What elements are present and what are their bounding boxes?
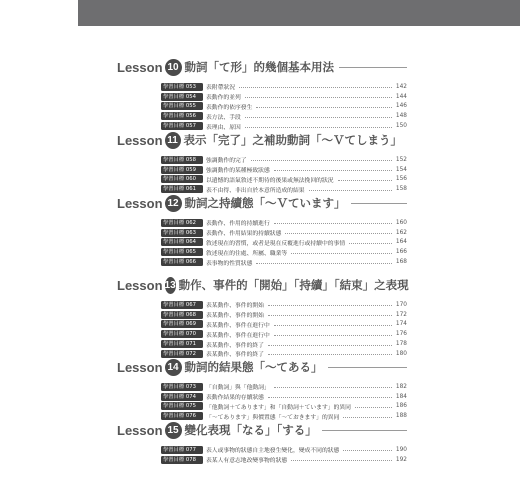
entry-title: 表附帶狀況: [206, 85, 235, 92]
toc-entry[interactable]: [161, 218, 407, 228]
lesson-title: 動詞的結果態「～てある」: [184, 360, 323, 374]
leader-dots: [274, 223, 392, 224]
lesson-section: [117, 131, 407, 194]
toc-entry[interactable]: [161, 228, 407, 238]
lesson-item-list: [161, 300, 407, 359]
page-number: 146: [395, 103, 407, 110]
lesson-word: Lesson: [117, 132, 163, 148]
heading-rule: [339, 67, 407, 68]
leader-dots: [274, 325, 392, 326]
page-number: 148: [395, 113, 407, 120]
page-number: 170: [395, 301, 407, 308]
objective-tag: 學習目標 072: [161, 350, 203, 358]
page-number: 150: [395, 123, 407, 130]
page-number: 152: [395, 156, 407, 163]
toc-entry[interactable]: [161, 402, 407, 412]
heading-rule: [351, 203, 407, 204]
entry-title: 強調動作的完了: [206, 158, 247, 165]
lesson-title: 表示「完了」之補助動詞「～Ｖてしまう」: [183, 133, 402, 147]
lesson-title: 動詞「て形」的幾個基本用法: [184, 60, 335, 74]
leader-dots: [251, 160, 392, 161]
entry-title: 強調動作的某種極致狀態: [206, 168, 270, 175]
entry-title: 表事物的性質狀態: [206, 260, 253, 267]
objective-tag: 學習目標 053: [161, 83, 203, 91]
leader-dots: [268, 345, 392, 346]
lesson-number-badge: 14: [165, 359, 182, 376]
lesson-number-badge: 15: [165, 422, 182, 439]
toc-entry[interactable]: [161, 121, 407, 131]
toc-entry[interactable]: [161, 155, 407, 165]
page-number: 180: [395, 350, 407, 357]
lesson-word: Lesson: [117, 359, 163, 375]
objective-tag: 學習目標 065: [161, 248, 203, 256]
objective-tag: 學習目標 055: [161, 102, 203, 110]
page-number: 172: [395, 311, 407, 318]
page-number: 178: [395, 341, 407, 348]
toc-entry[interactable]: [161, 382, 407, 392]
leader-dots: [349, 243, 392, 244]
leader-dots: [343, 450, 392, 451]
toc-entry[interactable]: [161, 92, 407, 102]
leader-dots: [268, 397, 392, 398]
lesson-heading: [117, 58, 407, 76]
entry-title: 表某動作、事件在進行中: [206, 332, 270, 339]
toc-entry[interactable]: [161, 392, 407, 402]
page-number: 144: [395, 93, 407, 100]
leader-dots: [268, 305, 392, 306]
leader-dots: [274, 170, 392, 171]
lesson-heading: [117, 276, 407, 294]
lesson-item-list: [161, 218, 407, 267]
entry-title: 表方法、手段: [206, 114, 241, 121]
lesson-number-badge: 13: [165, 277, 176, 294]
leader-dots: [268, 354, 392, 355]
entry-title: 表動作、作用結果的持續狀態: [206, 231, 282, 238]
heading-rule: [328, 367, 407, 368]
entry-title: 表某動作、事件的開始: [206, 303, 264, 310]
toc-entry[interactable]: [161, 339, 407, 349]
lesson-section: [117, 358, 407, 421]
entry-title: 表理由、原因: [206, 124, 241, 131]
objective-tag: 學習目標 067: [161, 301, 203, 309]
toc-entry[interactable]: [161, 257, 407, 267]
lesson-word: Lesson: [117, 195, 163, 211]
lesson-heading: [117, 194, 407, 212]
entry-title: 「～てあります」與價置態「～ておきます」的異同: [206, 414, 340, 421]
entry-title: 表人或事物的狀態自主地發生變化，變成不同的狀態: [206, 448, 340, 455]
leader-dots: [285, 233, 392, 234]
leader-dots: [256, 107, 392, 108]
toc-entry[interactable]: [161, 329, 407, 339]
lesson-title: 變化表現「なる」「する」: [184, 423, 317, 437]
lesson-number-badge: 10: [165, 59, 182, 76]
page-number: 160: [395, 219, 407, 226]
entry-title: 敘述現在的住處、所屬、職業等: [206, 250, 288, 257]
lesson-section: [117, 194, 407, 267]
toc-entry[interactable]: [161, 411, 407, 421]
leader-dots: [245, 127, 392, 128]
leader-dots: [291, 460, 392, 461]
lesson-item-list: [161, 445, 407, 465]
page-number: 158: [395, 186, 407, 193]
toc-entry[interactable]: [161, 300, 407, 310]
entry-title: 表某人有意志地改變事物的狀態: [206, 458, 288, 465]
toc-entry[interactable]: [161, 238, 407, 248]
toc-entry[interactable]: [161, 455, 407, 465]
leader-dots: [309, 190, 392, 191]
entry-title: 表某動作、事件的開始: [206, 313, 264, 320]
lesson-section: [117, 58, 407, 131]
entry-title: 表某動作、事件在進行中: [206, 322, 270, 329]
objective-tag: 學習目標 059: [161, 166, 203, 174]
entry-title: 表動作結果的存續狀態: [206, 395, 264, 402]
page-number: 164: [395, 239, 407, 246]
toc-entry[interactable]: [161, 111, 407, 121]
page-number: 168: [395, 259, 407, 266]
entry-title: 「自動詞」與「他動詞」: [206, 385, 270, 392]
toc-entry[interactable]: [161, 102, 407, 112]
objective-tag: 學習目標 070: [161, 330, 203, 338]
lesson-number-badge: 11: [165, 132, 181, 149]
page-number: 184: [395, 393, 407, 400]
lesson-heading: [117, 131, 407, 149]
objective-tag: 學習目標 075: [161, 402, 203, 410]
leader-dots: [355, 407, 392, 408]
objective-tag: 學習目標 066: [161, 258, 203, 266]
objective-tag: 學習目標 077: [161, 446, 203, 454]
leader-dots: [245, 97, 392, 98]
objective-tag: 學習目標 071: [161, 340, 203, 348]
lesson-word: Lesson: [117, 422, 163, 438]
lesson-item-list: [161, 155, 407, 194]
leader-dots: [338, 180, 392, 181]
objective-tag: 學習目標 060: [161, 175, 203, 183]
entry-title: 敘述現在的習慣，或者是現在反覆進行或持續中的事情: [206, 240, 346, 247]
objective-tag: 學習目標 073: [161, 383, 203, 391]
entry-title: 表動作、作用的持續進行: [206, 221, 270, 228]
lesson-section: [117, 276, 407, 359]
header-band: [78, 0, 520, 26]
page-number: 190: [395, 446, 407, 453]
entry-title: 表某動作、事件的終了: [206, 342, 264, 349]
objective-tag: 學習目標 058: [161, 156, 203, 164]
toc-entry[interactable]: [161, 310, 407, 320]
objective-tag: 學習目標 056: [161, 112, 203, 120]
objective-tag: 學習目標 076: [161, 412, 203, 420]
lesson-section: [117, 421, 407, 465]
entry-title: 表不由得、非出自於本意所造成的結果: [206, 187, 305, 194]
toc-entry[interactable]: [161, 165, 407, 175]
objective-tag: 學習目標 063: [161, 229, 203, 237]
objective-tag: 學習目標 068: [161, 311, 203, 319]
objective-tag: 學習目標 069: [161, 320, 203, 328]
objective-tag: 學習目標 057: [161, 122, 203, 130]
entry-title: 「他動詞＋てあります」和「自動詞＋ています」的異同: [206, 404, 351, 411]
entry-title: 以遺憾的語氣敘述不期待的後果或無法挽回的狀況: [206, 177, 334, 184]
lesson-item-list: [161, 82, 407, 131]
lesson-word: Lesson: [117, 59, 163, 75]
toc-entry[interactable]: [161, 320, 407, 330]
heading-rule: [322, 430, 407, 431]
lesson-title: 動詞之持續態「～Ｖています」: [184, 196, 346, 210]
page-number: 188: [395, 413, 407, 420]
lesson-word: Lesson: [117, 277, 163, 293]
entry-title: 表動作的依序發生: [206, 104, 253, 111]
page-number: 176: [395, 331, 407, 338]
page-number: 182: [395, 383, 407, 390]
objective-tag: 學習目標 054: [161, 93, 203, 101]
toc-entry[interactable]: [161, 445, 407, 455]
objective-tag: 學習目標 078: [161, 456, 203, 464]
leader-dots: [256, 263, 392, 264]
page-number: 192: [395, 456, 407, 463]
leader-dots: [239, 87, 392, 88]
objective-tag: 學習目標 074: [161, 393, 203, 401]
entry-title: 表某動作、事件的終了: [206, 352, 264, 359]
objective-tag: 學習目標 061: [161, 185, 203, 193]
page-number: 186: [395, 403, 407, 410]
page-number: 166: [395, 249, 407, 256]
objective-tag: 學習目標 062: [161, 219, 203, 227]
leader-dots: [343, 417, 392, 418]
leader-dots: [268, 315, 392, 316]
lesson-title: 動作、事件的「開始」「持續」「結束」之表現: [178, 278, 409, 292]
page-number: 142: [395, 83, 407, 90]
page-number: 154: [395, 166, 407, 173]
lesson-number-badge: 12: [165, 195, 182, 212]
leader-dots: [274, 387, 392, 388]
page-number: 156: [395, 176, 407, 183]
lesson-heading: [117, 421, 407, 439]
lesson-heading: [117, 358, 407, 376]
leader-dots: [291, 253, 392, 254]
objective-tag: 學習目標 064: [161, 238, 203, 246]
lesson-item-list: [161, 382, 407, 421]
toc-entry[interactable]: [161, 175, 407, 185]
toc-entry[interactable]: [161, 82, 407, 92]
page-number: 162: [395, 229, 407, 236]
entry-title: 表動作的並列: [206, 95, 241, 102]
toc-entry[interactable]: [161, 247, 407, 257]
page-number: 174: [395, 321, 407, 328]
toc-entry[interactable]: [161, 184, 407, 194]
leader-dots: [245, 117, 392, 118]
leader-dots: [274, 335, 392, 336]
